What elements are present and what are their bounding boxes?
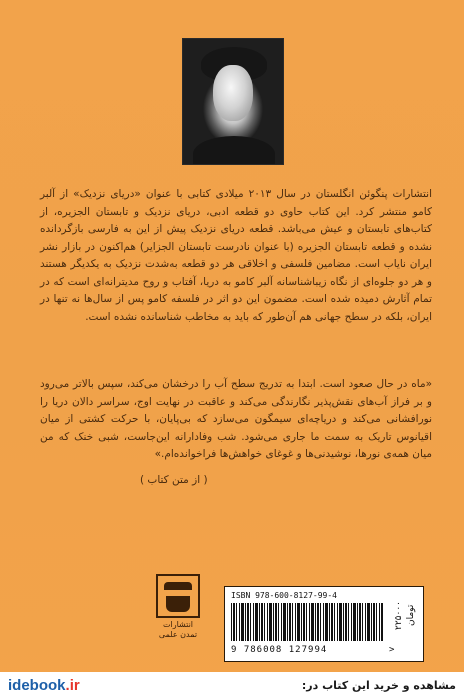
publisher-name-line1: انتشارات [162,620,194,629]
excerpt-source-note: ( از متن کتاب ) [140,474,208,486]
portrait-face [213,65,253,121]
publisher-logo-icon [156,574,200,618]
brand-dot: . [65,677,70,694]
barcode-icon [231,603,383,641]
brand-main: idebook [8,677,66,694]
publisher-name-line2: تمدن علمی [158,630,198,639]
publisher-name [150,620,206,640]
ean-digits: 9 786008 127994 [231,645,328,655]
buy-book-text: مشاهده و خرید این کتاب در: [301,679,456,692]
footer-watermark-bar [0,672,464,700]
excerpt-paragraph: «ماه در حال صعود است. ابتدا به تدریج سطح آب را درخشان می‌کند، سپس بالاتر می‌رود و بر فراز آب‌های نقش‌پذیر نگارندگی می‌کند و عاقبت در نهایت اوج، سراسر دالان دریا را نورافشانی می‌کند و دریاچه‌ای سیمگون می‌سازد که بی‌پایان، با حرکت کشتی از میان اقیانوس تاریک به سمت ما جاری می‌شود. شب وفادارانه این‌جاست، شبی خنک که من میان همه‌ی نورها، نوشیدنی‌ها و غوغای خواهش‌ها فراخوانده‌ام.» [40,378,432,460]
barcode-panel [224,586,424,662]
brand-domain: ir [69,677,80,694]
publisher-logo [150,574,206,642]
portrait-coat [193,136,275,165]
author-portrait-photo [182,38,284,165]
isbn-number: ISBN 978-600-8127-99-4 [231,591,337,600]
site-brand-link[interactable] [8,677,80,695]
price-label: ۲۲۵۰۰۰ تومان [394,600,416,630]
blurb-paragraph: انتشارات پنگوئن انگلستان در سال ۲۰۱۳ میلادی کتابی با عنوان «دریای نزدیک» از آلبر کامو منتشر کرد. این کتاب حاوی دو قطعه ادبی، دریای نزدیک و تابستان الجزیره، از کتاب‌های تابستان و عیش می‌باشد. قطعه دریای نزدیک پیش از این به فارسی بازگردانده نشده و قطعه تابستان الجزیره (با عنوان نادرست تابستان الجزایر) هم‌اکنون در بازار نشر ایران نایاب است. مضامین فلسفی و اخلاقی هر دو قطعه به‌شدت نزدیک به یکدیگر هستند و هر دو جلوه‌ای از نگاه زیباشناسانه آلبر کامو به دریا، آفتاب و روح مدیترانه‌ای است که در تمام آثارش دمیده شده است. مضمون این دو اثر در فلسفه کامو پس از سال‌ها نه تنها در ایران، بلکه در سطح جهانی هم آن‌طور که باید به مخاطب شناسانده نشده است. [40,188,433,323]
ean-suffix: > [389,645,395,655]
